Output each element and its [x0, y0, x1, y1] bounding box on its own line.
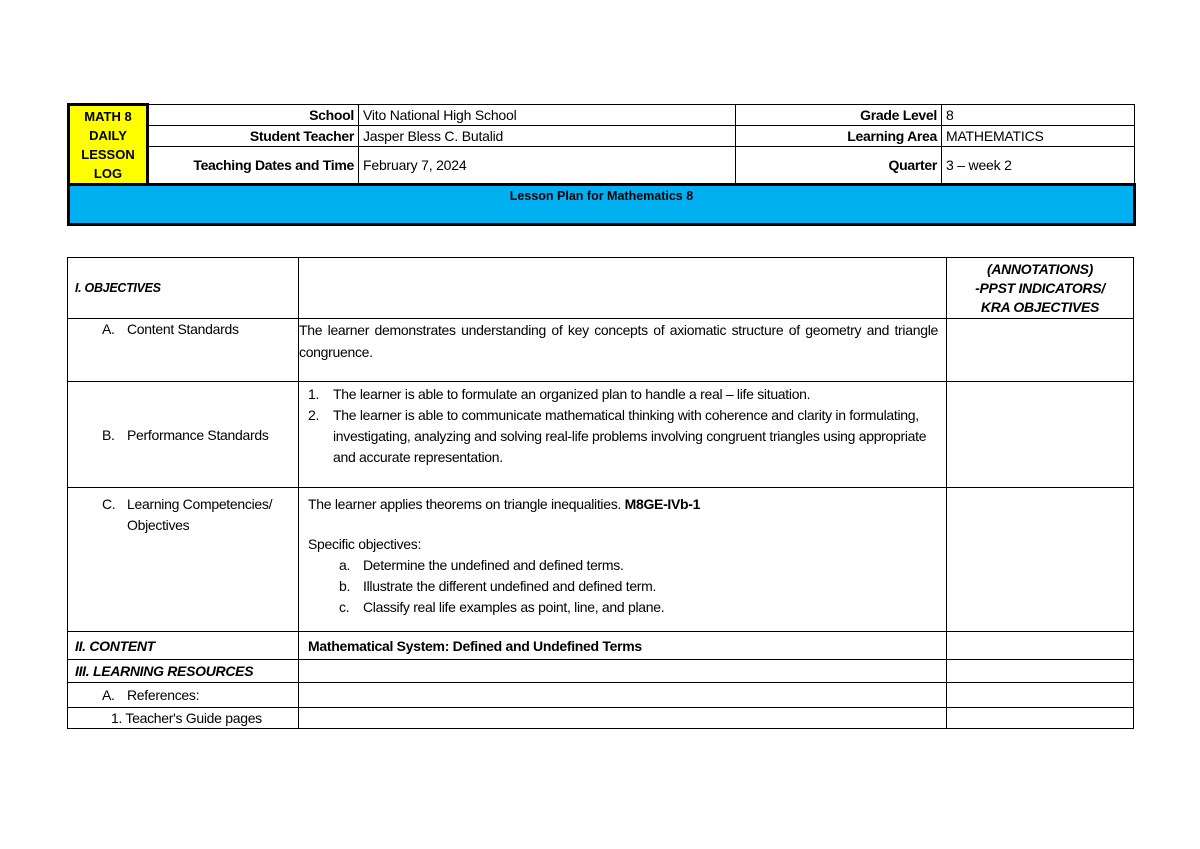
content-standards-annotation [947, 319, 1134, 382]
list-number: 2. [308, 407, 320, 423]
learning-area-label: Learning Area [736, 126, 942, 147]
annotations-line: (ANNOTATIONS) [986, 261, 1093, 277]
learning-resources-heading: III. LEARNING RESOURCES [68, 660, 299, 683]
references-annotation [947, 683, 1134, 708]
references-label: References: [127, 687, 200, 703]
objectives-empty-cell [299, 258, 947, 319]
daily-lesson-log-badge [69, 105, 148, 185]
list-letter: b. [339, 578, 351, 594]
list-text: Classify real life examples as point, line, and plane. [363, 599, 665, 615]
competencies-row [68, 488, 1134, 632]
list-text: The learner is able to formulate an organized plan to handle a real – life situation. [333, 386, 811, 402]
performance-standards-label: Performance Standards [127, 426, 269, 443]
lesson-plan-title: Lesson Plan for Mathematics 8 [69, 185, 1135, 225]
header-table [67, 103, 1136, 226]
school-label: School [148, 105, 359, 126]
competency-code: M8GE-IVb-1 [624, 496, 701, 512]
list-item [299, 384, 946, 405]
competencies-label-cell [68, 488, 299, 632]
badge-line: MATH 8 [84, 108, 132, 124]
objectives-header-row [68, 258, 1134, 319]
resources-empty-cell [299, 660, 947, 683]
teachers-guide-label: 1. Teacher's Guide pages [68, 708, 299, 729]
content-row [68, 632, 1134, 660]
grade-level-value: 8 [942, 105, 1135, 126]
school-value: Vito National High School [359, 105, 736, 126]
content-standards-label: Content Standards [127, 321, 239, 337]
list-item [299, 405, 946, 468]
competencies-cell [299, 488, 947, 632]
student-teacher-label: Student Teacher [148, 126, 359, 147]
list-text: Illustrate the different undefined and defined term. [363, 578, 657, 594]
teaching-dates-label: Teaching Dates and Time [148, 147, 359, 185]
performance-standards-label-cell [68, 382, 299, 488]
content-standards-text: The learner demonstrates understanding of key concepts of axiomatic structure of geometry and triangle congruence. [299, 319, 947, 382]
references-label-cell [68, 683, 299, 708]
performance-standards-annotation [947, 382, 1134, 488]
teachers-guide-annotation [947, 708, 1134, 729]
competencies-annotation [947, 488, 1134, 632]
list-item [299, 576, 946, 597]
performance-standards-row [68, 382, 1134, 488]
content-heading: II. CONTENT [68, 632, 299, 660]
content-standards-row [68, 319, 1134, 382]
list-text: The learner is able to communicate mathematical thinking with coherence and clarity in formulating, investigating, analyzing and solving real-life problems involving congruent triangles using appropriate and accurate representation. [333, 407, 927, 465]
competencies-intro-line [308, 494, 946, 515]
list-letter: a. [339, 557, 351, 573]
learning-area-value: MATHEMATICS [942, 126, 1135, 147]
content-standards-marker: A. [102, 321, 115, 337]
specific-objectives-heading: Specific objectives: [308, 536, 422, 552]
grade-level-label: Grade Level [736, 105, 942, 126]
badge-line: LOG [93, 165, 123, 181]
annotations-heading [947, 258, 1134, 319]
resources-row [68, 660, 1134, 683]
lesson-plan-table [67, 257, 1134, 729]
annotations-line: KRA OBJECTIVES [980, 299, 1100, 315]
student-teacher-value: Jasper Bless C. Butalid [359, 126, 736, 147]
competencies-intro: The learner applies theorems on triangle inequalities. [308, 496, 621, 512]
list-number: 1. [308, 386, 320, 402]
content-standards-label-cell [68, 319, 299, 382]
performance-standards-marker: B. [102, 426, 115, 443]
performance-standards-cell [299, 382, 947, 488]
references-marker: A. [102, 687, 115, 703]
content-annotation [947, 632, 1134, 660]
objectives-heading: I. OBJECTIVES [68, 258, 299, 319]
annotations-line: -PPST INDICATORS/ [975, 280, 1105, 296]
references-row [68, 683, 1134, 708]
competencies-marker: C. [102, 496, 116, 512]
badge-line: LESSON [81, 146, 135, 162]
list-letter: c. [339, 599, 350, 615]
resources-annotation [947, 660, 1134, 683]
spacer [308, 515, 946, 534]
content-value: Mathematical System: Defined and Undefined Terms [299, 632, 947, 660]
specific-objectives-list [299, 555, 946, 618]
quarter-value: 3 – week 2 [942, 147, 1135, 185]
list-text: Determine the undefined and defined terms. [363, 557, 624, 573]
list-item [299, 597, 946, 618]
teaching-dates-value: February 7, 2024 [359, 147, 736, 185]
performance-standards-list [299, 384, 946, 468]
list-item [299, 555, 946, 576]
competencies-label: Learning Competencies/ Objectives [127, 496, 273, 533]
references-empty-cell [299, 683, 947, 708]
quarter-label: Quarter [736, 147, 942, 185]
badge-line: DAILY [89, 127, 127, 143]
teachers-guide-row [68, 708, 1134, 729]
teachers-guide-empty-cell [299, 708, 947, 729]
